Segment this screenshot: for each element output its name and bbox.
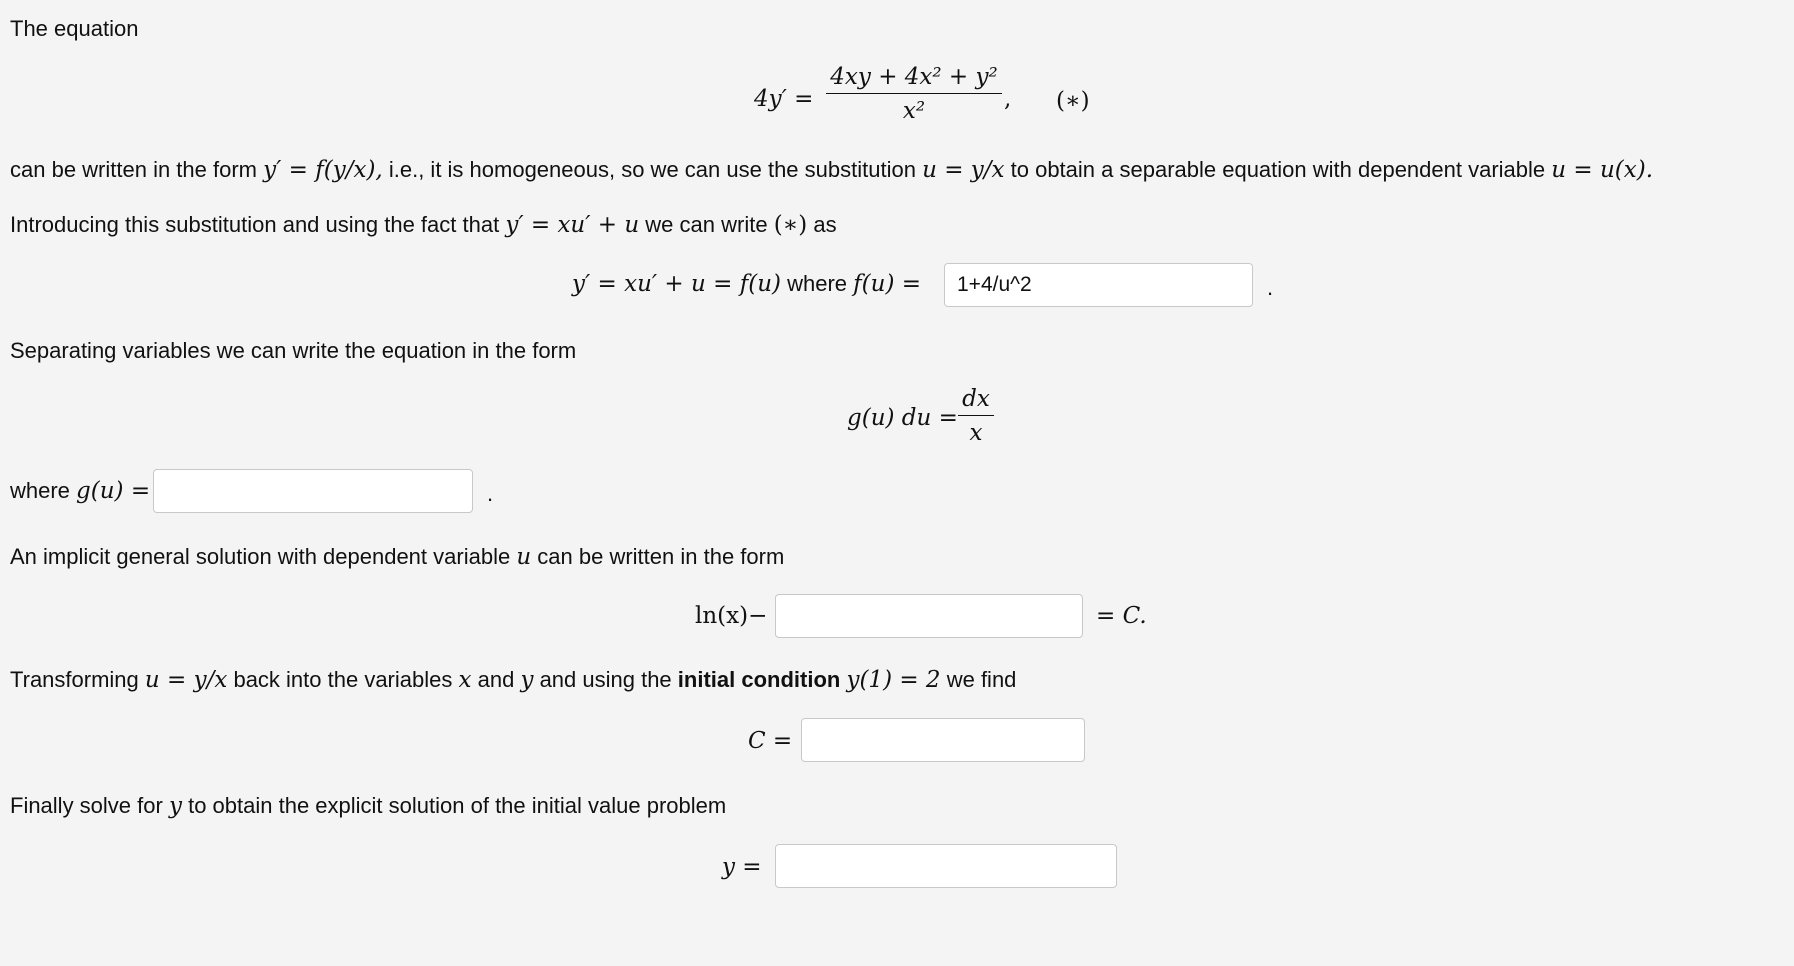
- transform-line: [10, 667, 1016, 693]
- c-lhs: C =: [748, 728, 793, 754]
- c-value-input[interactable]: [801, 718, 1085, 762]
- text: where: [787, 271, 848, 296]
- math: y(1) = 2: [846, 667, 941, 693]
- text: where: [10, 478, 70, 503]
- separating-text: Separating variables we can write the equation in the form: [10, 338, 577, 363]
- implicit-solution-input[interactable]: [775, 594, 1083, 638]
- text: An implicit general solution with dependent variable: [10, 544, 511, 569]
- period: .: [1267, 275, 1274, 300]
- text: can be written in the form: [10, 157, 258, 182]
- math: x: [458, 667, 472, 693]
- text: can be written in the form: [537, 544, 785, 569]
- math: y′ = xu′ + u: [505, 212, 640, 238]
- text: and using the: [539, 667, 672, 692]
- text: back into the variables: [233, 667, 453, 692]
- text: to obtain a separable equation with dependent variable: [1010, 157, 1546, 182]
- separable-numerator: dx: [962, 386, 990, 412]
- text: Finally solve for: [10, 793, 163, 818]
- equation-numerator: 4xy + 4x² + y²: [830, 64, 998, 90]
- final-line: [10, 793, 726, 819]
- math: y′ = f(y/x),: [263, 157, 383, 183]
- intro-text: The equation: [10, 16, 139, 41]
- period: .: [487, 481, 494, 506]
- implicit-line: [10, 544, 784, 570]
- math: g(u) =: [76, 478, 151, 504]
- implicit-rhs: = C.: [1096, 603, 1147, 629]
- text: Transforming: [10, 667, 139, 692]
- math: y: [168, 793, 182, 819]
- g-of-u-input[interactable]: [153, 469, 473, 513]
- f-of-u-input[interactable]: [944, 263, 1253, 307]
- text: to obtain the explicit solution of the initial value problem: [188, 793, 727, 818]
- separable-lhs: g(u) du =: [847, 405, 958, 431]
- equation-tag: (∗): [1056, 88, 1090, 114]
- text: as: [813, 212, 837, 237]
- math: (∗): [773, 212, 808, 238]
- equation-comma: ,: [1004, 86, 1012, 112]
- text: and: [477, 667, 515, 692]
- fu-line: [572, 271, 921, 297]
- math: f(u) =: [853, 271, 922, 297]
- equation-fraction: [826, 64, 1002, 124]
- y-explicit-input[interactable]: [775, 844, 1117, 888]
- math: u: [516, 544, 532, 570]
- separable-denominator: x: [969, 420, 983, 446]
- gu-line: [10, 478, 150, 504]
- text: Introducing this substitution and using the fact that: [10, 212, 500, 237]
- math: u = u(x).: [1551, 157, 1654, 183]
- separable-fraction: [958, 386, 994, 446]
- homogeneous-line: [10, 157, 1653, 183]
- substitution-line: [10, 212, 837, 238]
- equation-lhs: 4y′ =: [754, 86, 814, 112]
- text: i.e., it is homogeneous, so we can use the substitution: [388, 157, 916, 182]
- text: we can write: [645, 212, 768, 237]
- math: u = y/x: [144, 667, 228, 693]
- text: we find: [946, 667, 1017, 692]
- math: y: [520, 667, 534, 693]
- equation-denominator: x²: [902, 98, 926, 124]
- initial-condition-label: initial condition: [677, 667, 841, 692]
- math: u = y/x: [922, 157, 1005, 183]
- implicit-lhs: ln(x)−: [695, 603, 768, 629]
- math: y′ = xu′ + u = f(u): [572, 271, 781, 297]
- y-lhs: y =: [722, 854, 762, 880]
